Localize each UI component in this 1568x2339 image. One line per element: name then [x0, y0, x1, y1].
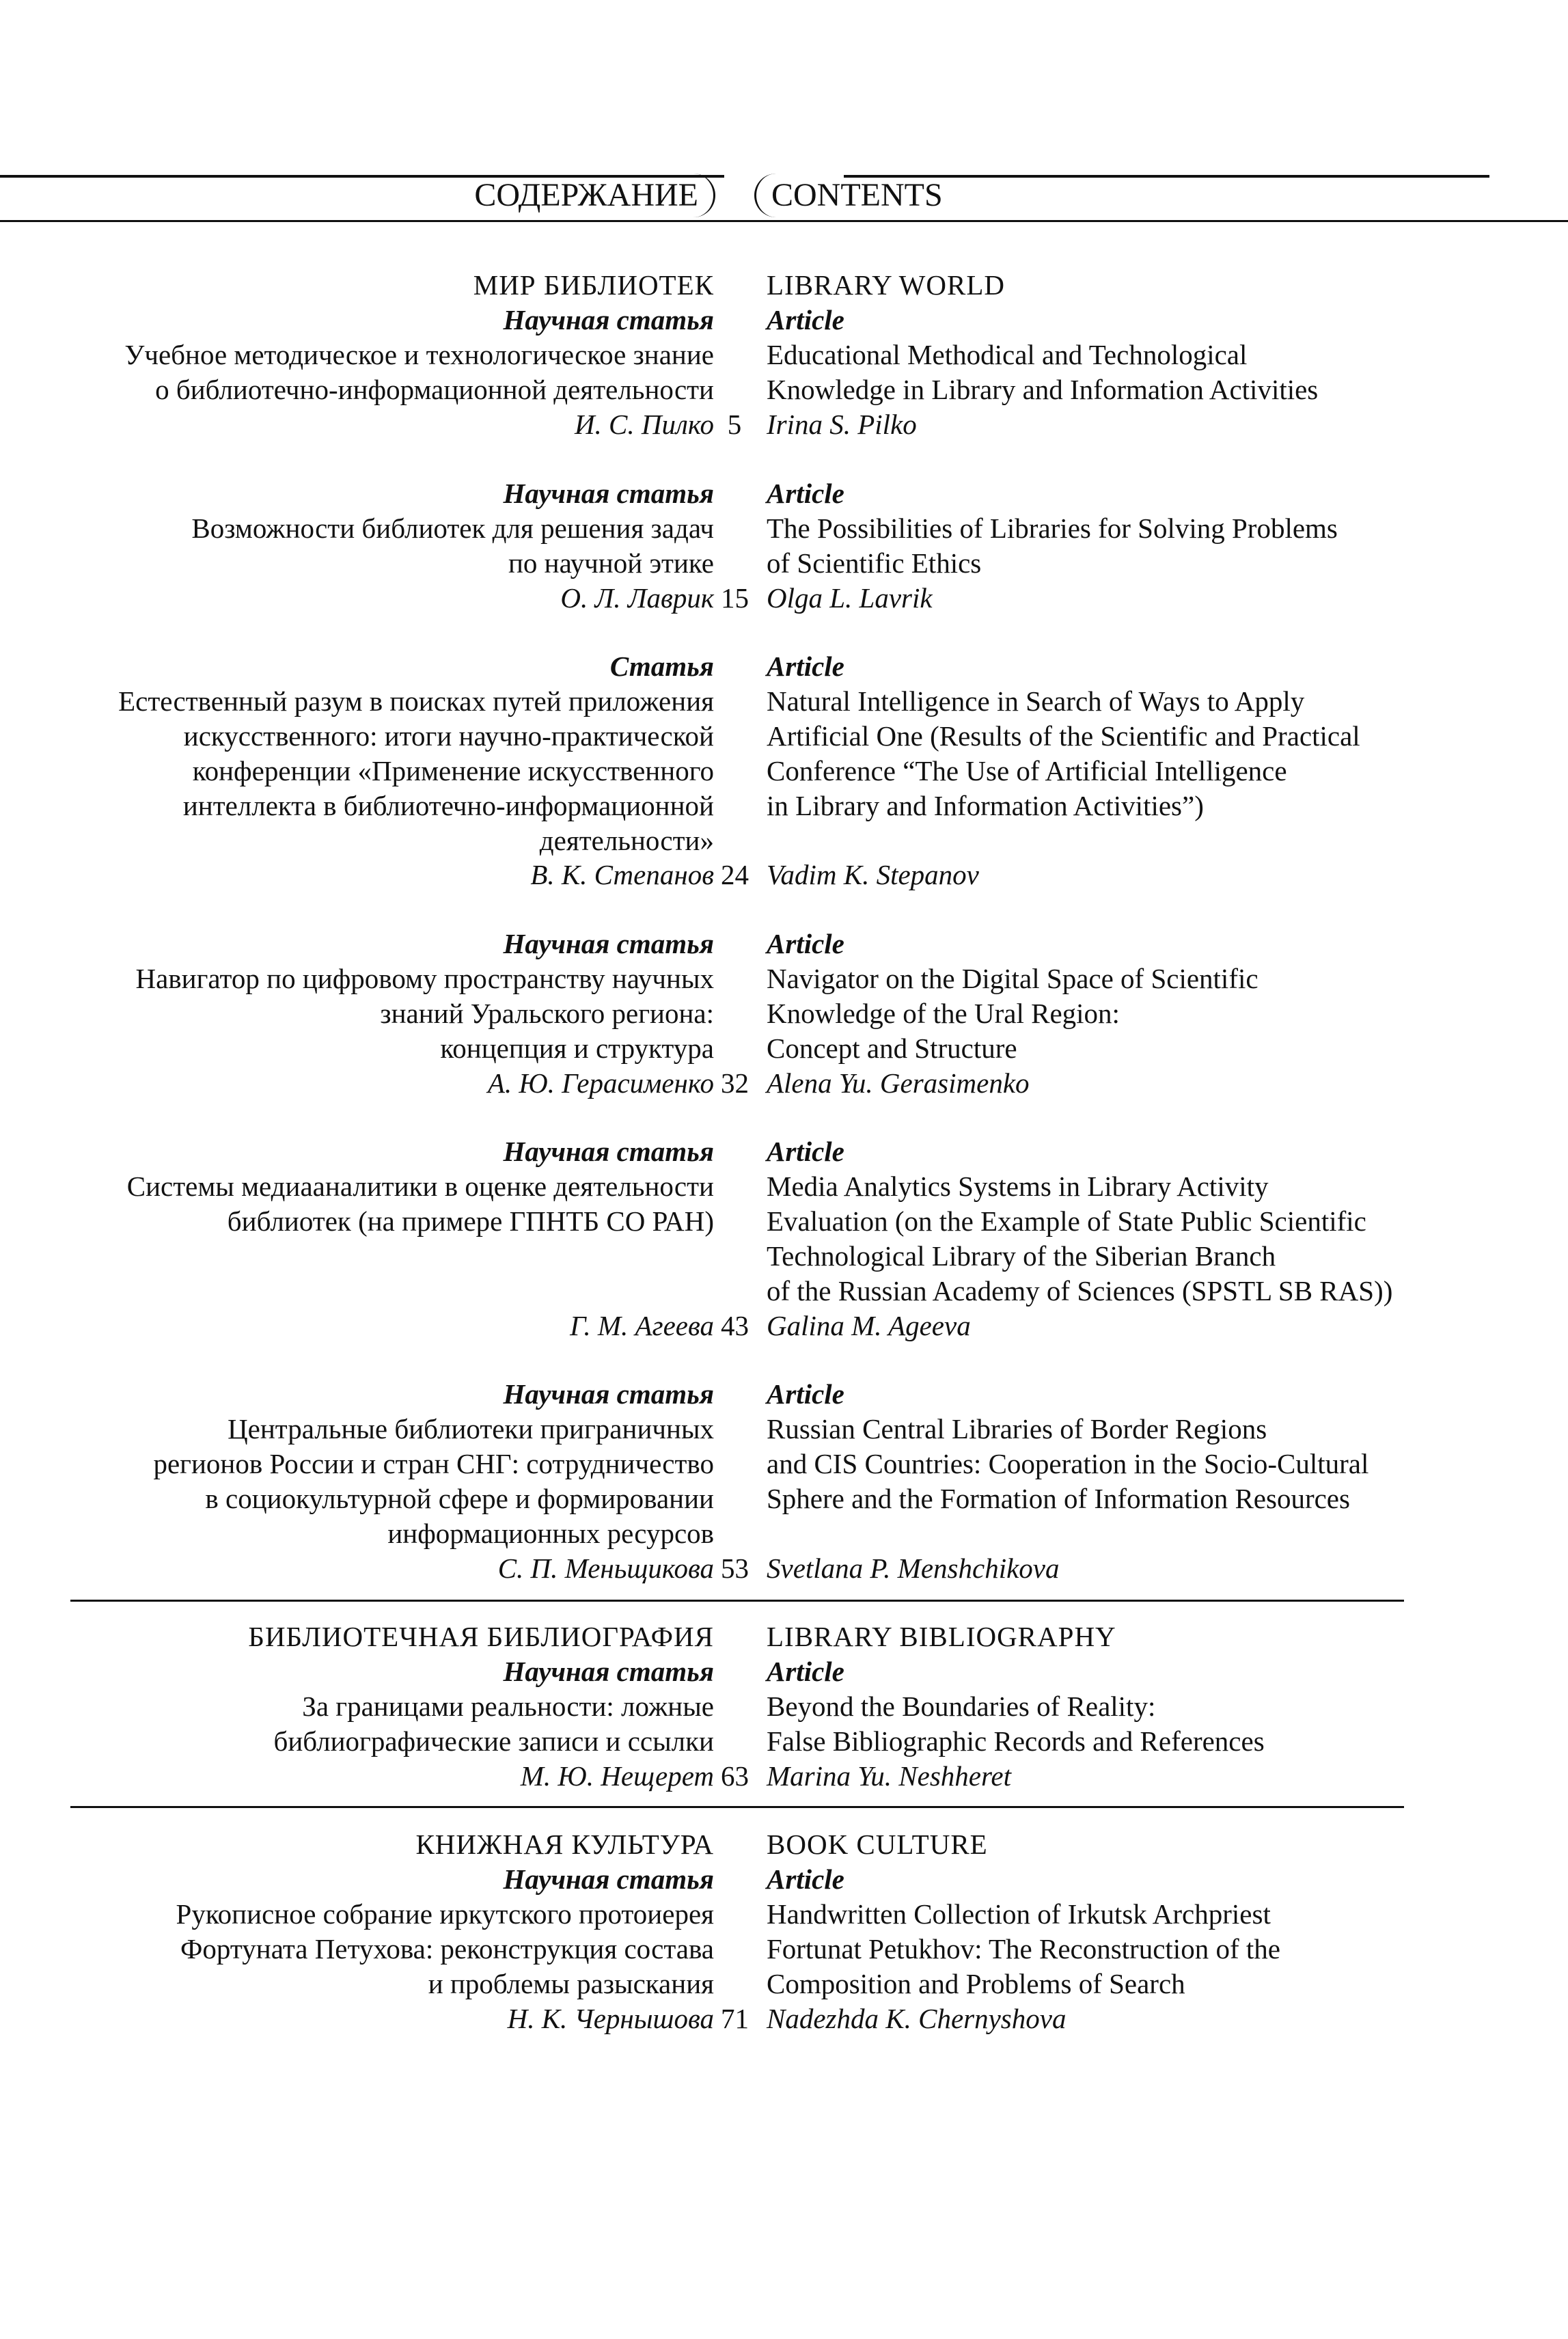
- article-type-en: Article: [767, 928, 844, 959]
- article-type-en: Article: [767, 1656, 844, 1687]
- article-type-en: Article: [767, 478, 844, 509]
- article-type-ru: Научная статья: [503, 478, 714, 509]
- section-title-ru: БИБЛИОТЕЧНАЯ БИБЛИОГРАФИЯ: [248, 1621, 714, 1652]
- article-author-ru: И. С. Пилко: [574, 409, 714, 440]
- article-title-ru: Рукописное собрание иркутского протоиерея Фортуната Петухова: реконструкция состава и проблемы разыскания: [176, 1898, 714, 1999]
- page-number: 32: [721, 1067, 749, 1099]
- article-author-en: Alena Yu. Gerasimenko: [767, 1067, 1030, 1099]
- article-title-en: Navigator on the Digital Space of Scientific Knowledge of the Ural Region: Concept and Structure: [767, 963, 1258, 1064]
- section-title-en: BOOK CULTURE: [767, 1829, 988, 1860]
- article-type-en: Article: [767, 1378, 844, 1410]
- article-title-en: Handwritten Collection of Irkutsk Archpriest Fortunat Petukhov: The Reconstruction of the Composition and Problems of Search: [767, 1898, 1280, 1999]
- article-author-ru: А. Ю. Герасименко: [487, 1067, 714, 1099]
- article-title-ru: Естественный разум в поисках путей приложения искусственного: итоги научно-практической конференции «Применение искусственного интеллекта в библиотечно-информационной деятельности»: [118, 685, 714, 856]
- page-number: 24: [721, 859, 749, 890]
- article-type-en: Article: [767, 1136, 844, 1167]
- page-number: 53: [721, 1553, 749, 1584]
- article-type-ru: Научная статья: [503, 1656, 714, 1687]
- article-type-ru: Научная статья: [503, 304, 714, 336]
- article-type-en: Article: [767, 651, 844, 682]
- section-title-en: LIBRARY BIBLIOGRAPHY: [767, 1621, 1116, 1652]
- contents-heading-ru: СОДЕРЖАНИЕ: [459, 174, 715, 217]
- page-number: 15: [721, 582, 749, 614]
- page-number: 43: [721, 1310, 749, 1341]
- article-type-ru: Научная статья: [503, 928, 714, 959]
- article-type-ru: Научная статья: [503, 1863, 714, 1895]
- section-title-en: LIBRARY WORLD: [767, 269, 1005, 301]
- page-number: 63: [721, 1760, 749, 1792]
- page-number: 5: [727, 409, 742, 440]
- page-number: 71: [721, 2003, 749, 2034]
- contents-heading-en: CONTENTS: [754, 174, 958, 217]
- article-type-en: Article: [767, 304, 844, 336]
- section-title-ru: КНИЖНАЯ КУЛЬТУРА: [415, 1829, 714, 1860]
- article-author-ru: В. К. Степанов: [530, 859, 714, 890]
- article-title-en: Natural Intelligence in Search of Ways to Apply Artificial One (Results of the Scientific and Practical Conference “The Use of Artificial Intelligence in Library and Information Activities”): [767, 685, 1360, 821]
- article-title-ru: Учебное методическое и технологическое знание о библиотечно-информационной деятельности: [124, 339, 714, 405]
- header-rule-bottom: [0, 220, 1568, 222]
- section-divider: [70, 1806, 1404, 1808]
- article-title-en: Educational Methodical and Technological Knowledge in Library and Information Activities: [767, 339, 1319, 405]
- article-type-en: Article: [767, 1863, 844, 1895]
- article-type-ru: Научная статья: [503, 1378, 714, 1410]
- article-author-ru: Н. К. Чернышова: [507, 2003, 714, 2034]
- article-author-ru: О. Л. Лаврик: [560, 582, 714, 614]
- article-title-ru: Центральные библиотеки приграничных регионов России и стран СНГ: сотрудничество в социокультурной сфере и формировании информационных ресурсов: [153, 1413, 714, 1549]
- article-title-ru: За границами реальности: ложные библиографические записи и ссылки: [273, 1691, 714, 1757]
- article-title-en: The Possibilities of Libraries for Solving Problems of Scientific Ethics: [767, 512, 1338, 579]
- article-type-ru: Статья: [609, 651, 714, 682]
- article-title-ru: Возможности библиотек для решения задач по научной этике: [191, 512, 714, 579]
- article-author-en: Olga L. Lavrik: [767, 582, 933, 614]
- article-title-en: Beyond the Boundaries of Reality: False Bibliographic Records and References: [767, 1691, 1265, 1757]
- article-author-en: Irina S. Pilko: [767, 409, 917, 440]
- article-author-en: Nadezhda K. Chernyshova: [767, 2003, 1067, 2034]
- article-title-ru: Навигатор по цифровому пространству научных знаний Уральского региона: концепция и структура: [135, 963, 714, 1064]
- article-author-en: Svetlana P. Menshchikova: [767, 1553, 1060, 1584]
- article-author-en: Galina M. Ageeva: [767, 1310, 971, 1341]
- article-title-en: Media Analytics Systems in Library Activity Evaluation (on the Example of State Public Scientific Technological Library of the Siberian Branch of the Russian Academy of Sciences (SPSTL SB RAS)): [767, 1171, 1393, 1307]
- article-title-ru: Системы медиааналитики в оценке деятельности библиотек (на примере ГПНТБ СО РАН): [126, 1171, 714, 1237]
- article-type-ru: Научная статья: [503, 1136, 714, 1167]
- article-author-en: Vadim K. Stepanov: [767, 859, 979, 890]
- article-title-en: Russian Central Libraries of Border Regions and CIS Countries: Cooperation in the Socio-Cultural Sphere and the Formation of Information Resources: [767, 1413, 1369, 1514]
- article-author-en: Marina Yu. Neshheret: [767, 1760, 1012, 1792]
- article-author-ru: С. П. Меньщикова: [497, 1553, 714, 1584]
- section-title-ru: МИР БИБЛИОТЕК: [473, 269, 714, 301]
- section-divider: [70, 1600, 1404, 1602]
- article-author-ru: Г. М. Агеева: [570, 1310, 714, 1341]
- article-author-ru: М. Ю. Нещерет: [520, 1760, 714, 1792]
